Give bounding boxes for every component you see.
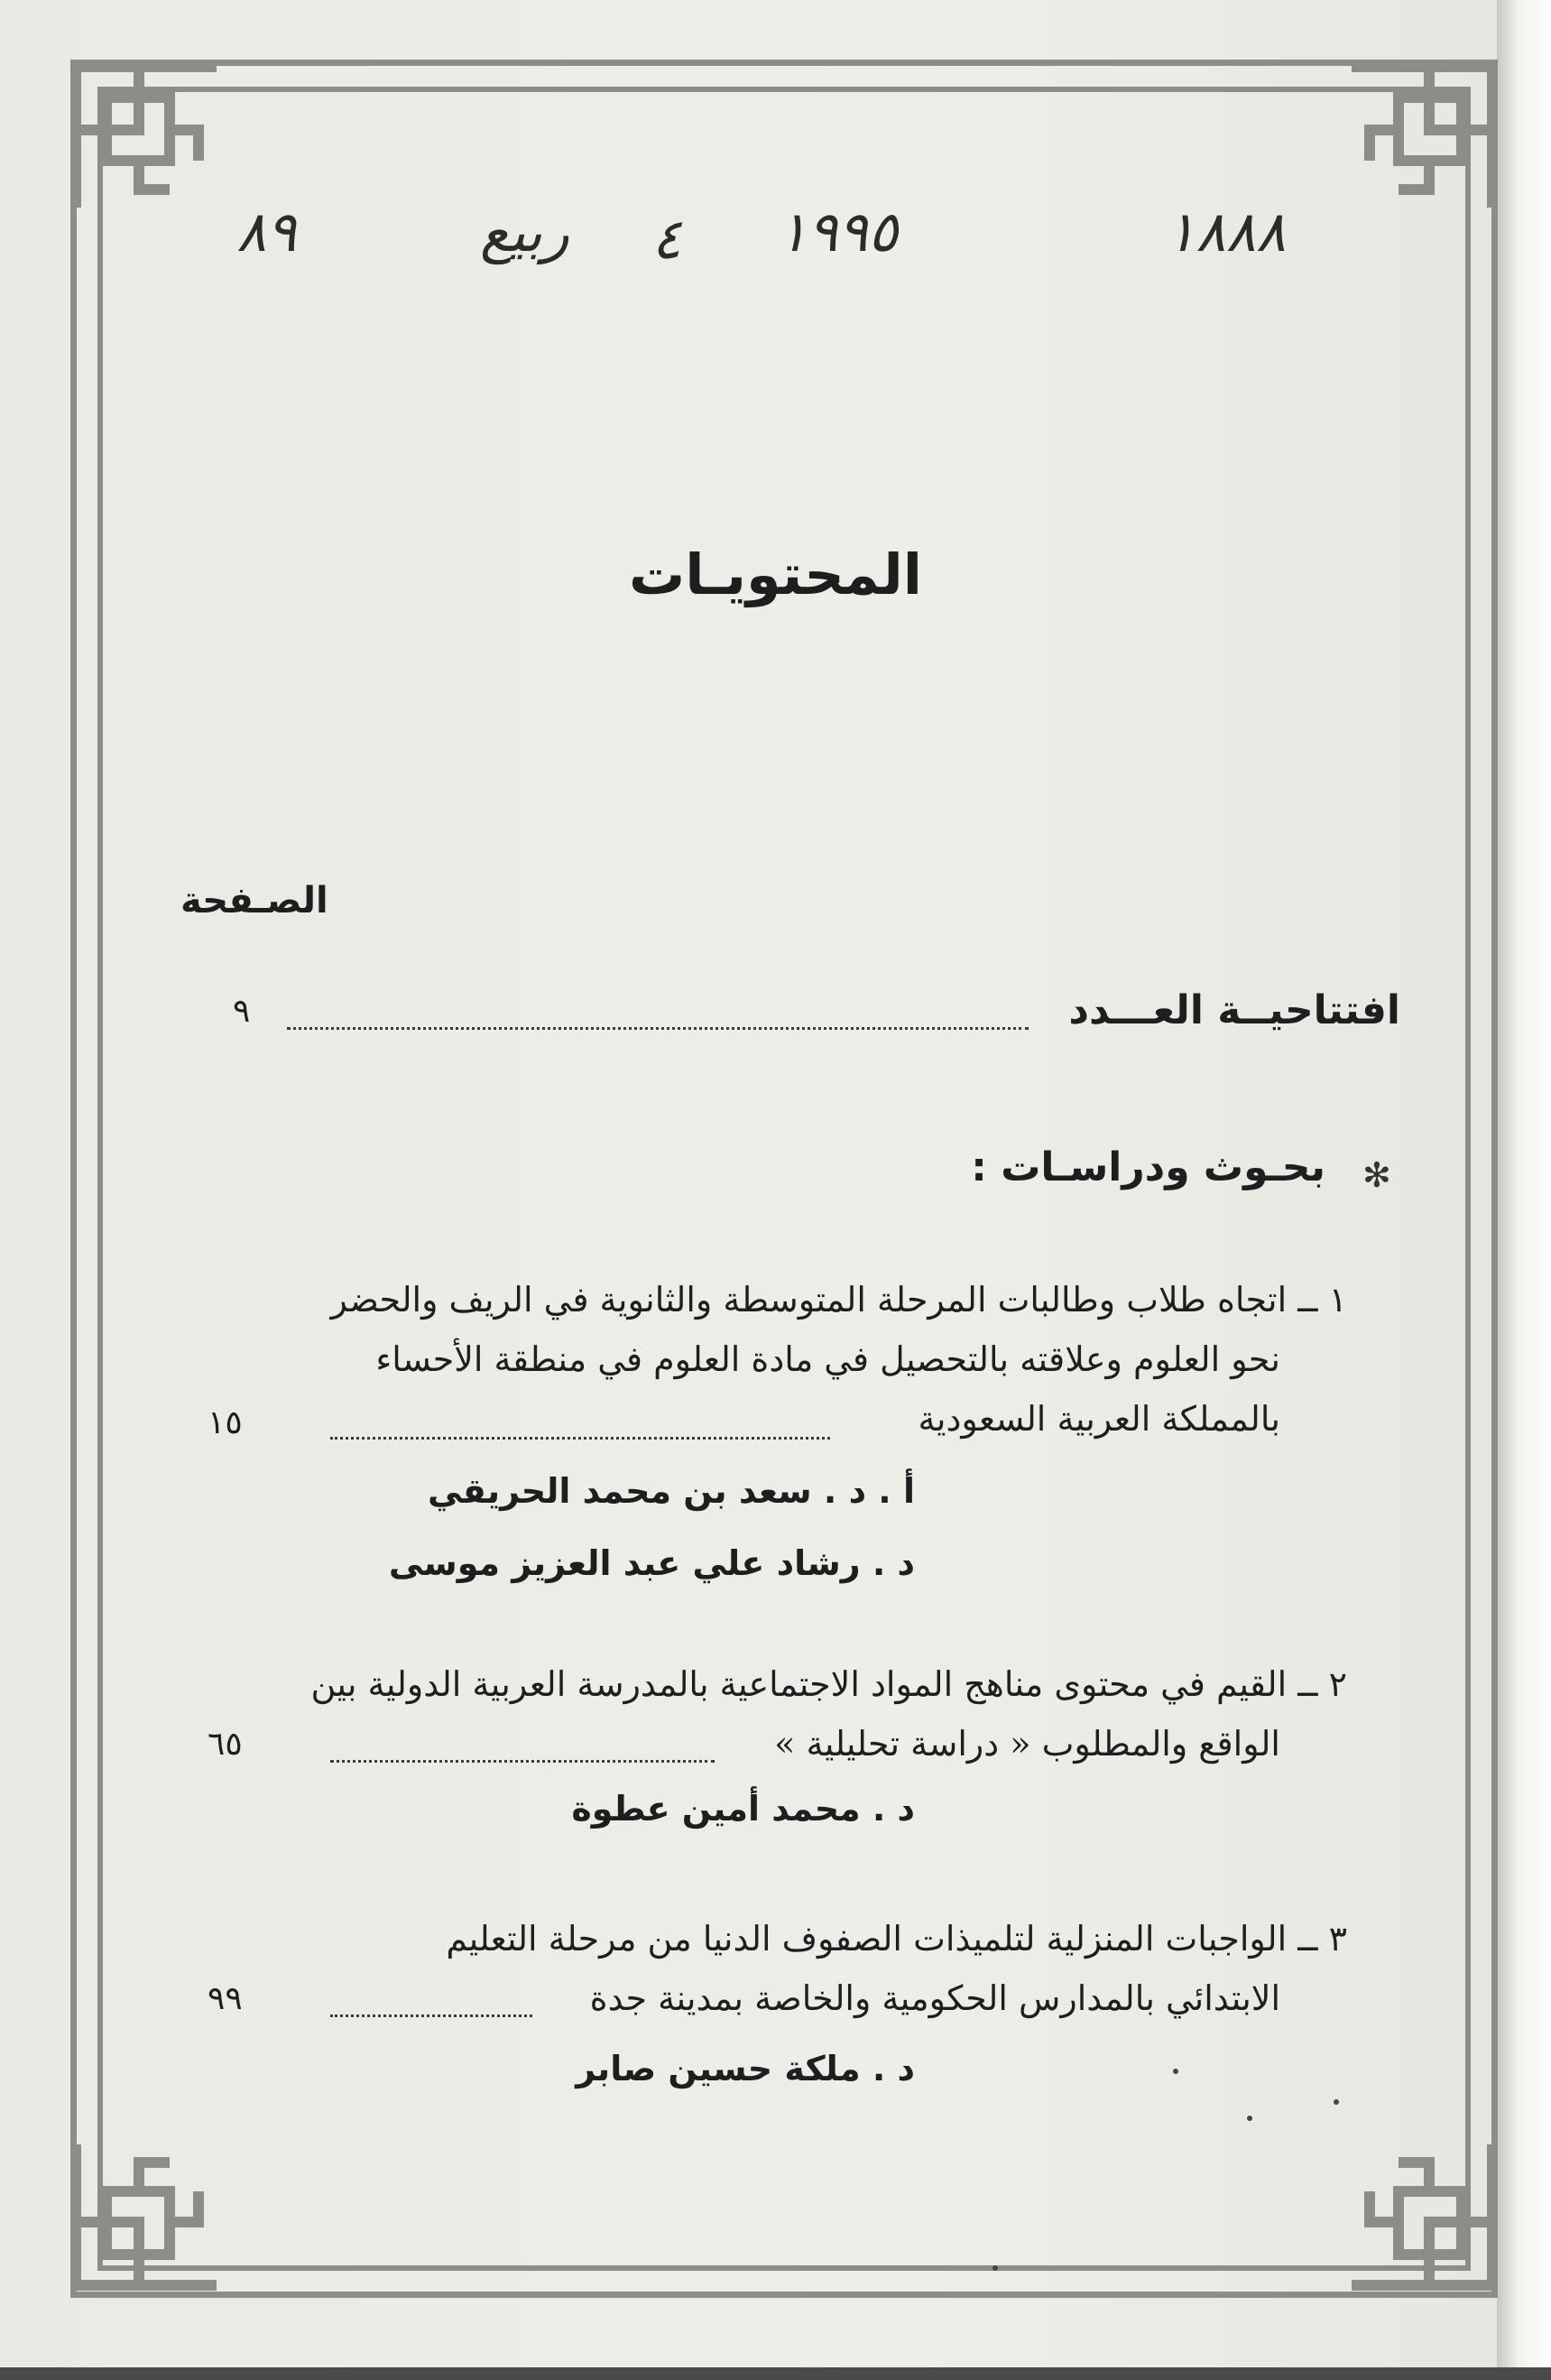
entry-3-page-number: ٩٩ xyxy=(208,1980,243,2017)
corner-ornament-top-right-icon xyxy=(1334,54,1505,226)
scan-speck xyxy=(1247,2116,1252,2121)
opening-label: افتتاحيــة العـــدد xyxy=(1068,987,1400,1033)
scan-speck xyxy=(1334,2099,1339,2105)
entry-3-line-2: الابتدائي بالمدارس الحكومية والخاصة بمدينة جدة xyxy=(589,1978,1280,2018)
page-column-header: الصـفحة xyxy=(180,880,328,921)
entry-3-leader-dots xyxy=(330,2014,532,2017)
entry-2-line-2: الواقع والمطلوب « دراسة تحليلية » xyxy=(774,1724,1280,1764)
handwritten-year: ١٩٩٥ xyxy=(778,199,899,264)
corner-ornament-bottom-left-icon xyxy=(63,2126,235,2298)
corner-ornament-bottom-right-icon xyxy=(1334,2126,1505,2298)
entry-1-author-2: د . رشاد علي عبد العزيز موسى xyxy=(388,1543,915,1583)
handwritten-number-2: ٤ xyxy=(651,206,682,272)
entry-1-author-1: أ . د . سعد بن محمد الحريقي xyxy=(428,1471,915,1511)
entry-3-author-1: د . ملكة حسين صابر xyxy=(576,2049,915,2088)
page-title: المحتويـات xyxy=(628,542,922,607)
entry-1-line-1: ١ ــ اتجاه طلاب وطالبات المرحلة المتوسطة والثانوية في الريف والحضر xyxy=(330,1280,1347,1320)
opening-leader-dots xyxy=(287,1027,1029,1030)
handwritten-month: ربيع xyxy=(480,199,569,264)
entry-2-author-1: د . محمد أمين عطوة xyxy=(571,1789,915,1829)
scan-speck xyxy=(1173,2069,1178,2074)
section-star-icon: ✻ xyxy=(1362,1155,1391,1195)
page-edge-shadow xyxy=(1497,0,1551,2380)
handwritten-number-3: ١٨٨٨ xyxy=(1166,199,1287,264)
entry-2-line-1: ٢ ــ القيم في محتوى مناهج المواد الاجتماعية بالمدرسة العربية الدولية بين xyxy=(310,1664,1347,1704)
section-heading: بحـوث ودراسـات : xyxy=(971,1144,1325,1190)
entry-2-leader-dots xyxy=(330,1760,715,1763)
entry-1-line-2: نحو العلوم وعلاقته بالتحصيل في مادة العلوم في منطقة الأحساء xyxy=(375,1339,1280,1379)
corner-ornament-top-left-icon xyxy=(63,54,235,226)
entry-1-leader-dots xyxy=(330,1437,830,1440)
scan-bottom-strip xyxy=(0,2367,1551,2380)
opening-page-number: ٩ xyxy=(233,993,251,1030)
entry-1-line-3: بالمملكة العربية السعودية xyxy=(918,1399,1280,1439)
entry-1-page-number: ١٥ xyxy=(208,1404,243,1441)
entry-3-line-1: ٣ ــ الواجبات المنزلية لتلميذات الصفوف الدنيا من مرحلة التعليم xyxy=(446,1919,1347,1959)
scan-speck xyxy=(992,2265,998,2271)
entry-2-page-number: ٦٥ xyxy=(208,1726,243,1763)
handwritten-number-1: ٨٩ xyxy=(236,199,297,264)
